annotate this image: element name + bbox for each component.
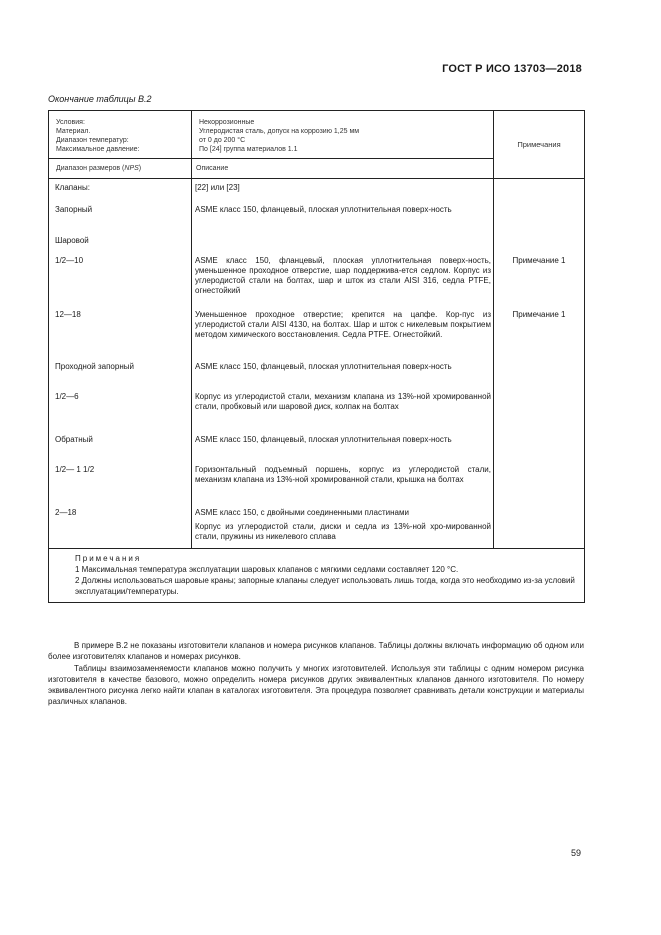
row-note: Примечание 1 [512, 256, 566, 265]
row-name: Обратный [55, 435, 93, 444]
notes-column-header: Примечания [494, 111, 585, 179]
note-item: 1 Максимальная температура эксплуатации шаровых клапанов с мягкими седлами составляет 120 °С. [75, 565, 459, 574]
header-label: Максимальное давление: [56, 146, 140, 153]
row-name: 12—18 [55, 310, 81, 319]
notes-column [494, 179, 585, 549]
size-range-header-text: Диапазон размеров (NPS) [56, 164, 142, 172]
note-item [53, 575, 578, 597]
body-paragraph: В примере В.2 не показаны изготовители клапанов и номера рисунков клапанов. Таблицы должны включать информацию об одном или более изготовителях клапанов и номерах рисунков. [48, 641, 584, 661]
row-description: Корпус из углеродистой стали, диски и седла из 13%-ной хро-мированной стали, пружины из никелевого сплава [195, 522, 491, 541]
conditions-values [192, 111, 494, 159]
row-name: 1/2—10 [55, 256, 84, 265]
row-description: Уменьшенное проходное отверстие; крепится на цапфе. Кор-пус из углеродистой стали AISI 4130, на болтах. Шар и шток с никелевым покрытием методом химического восстановления. Седла PTFE. Огнестойкий. [195, 310, 491, 339]
header-label: Материал. [56, 128, 91, 135]
row-note: Примечание 1 [512, 310, 566, 319]
row-description: Горизонтальный подъемный поршень, корпус из углеродистой стали, механизм клапана из 13%-ной хромированной стали, крышка на болтах [195, 465, 491, 484]
table-notes [49, 549, 585, 603]
names-column [49, 179, 192, 549]
header-value: от 0 до 200 °С [199, 137, 246, 144]
row-name: 2—18 [55, 508, 77, 517]
row-description: ASME класс 150, фланцевый, плоская уплотнительная поверх-ность, уменьшенное проходное отверстие, шар поддержива-ется седлом. Корпус из углеродистой стали на болтах, шар и шток из стали AISI 316, седла PTFE, огнестойкий [195, 256, 491, 295]
header-value: Некоррозионные [199, 119, 255, 126]
note-item-text: 2 Должны использоваться шаровые краны; запорные клапаны следует использовать лишь тогда, когда это необходимо из-за условий эксплуатации/температуры. [75, 576, 575, 596]
conditions-labels [49, 111, 192, 159]
standard-number: ГОСТ Р ИСО 13703—2018 [442, 63, 582, 75]
row-description: ASME класс 150, фланцевый, плоская уплотнительная поверх-ность [195, 362, 452, 371]
row-description: ASME класс 150, фланцевый, плоская уплотнительная поверх-ность [195, 435, 452, 444]
page-number: 59 [570, 848, 581, 858]
header-value: Углеродистая сталь, допуск на коррозию 1,25 мм [199, 128, 360, 135]
notes-title: Примечания [75, 554, 142, 563]
header-label: Диапазон температур: [56, 137, 129, 144]
descriptions-column [192, 179, 494, 549]
table-body-row [49, 179, 585, 549]
row-description: Корпус из углеродистой стали, механизм клапана из 13%-ной хромированной стали, пробковый или шаровой диск, колпак на болтах [195, 392, 491, 411]
row-description: ASME класс 150, фланцевый, плоская уплотнительная поверх-ность [195, 205, 452, 214]
size-range-header [49, 159, 192, 179]
row-name: Шаровой [55, 236, 89, 245]
row-name: Запорный [55, 205, 93, 214]
table-notes-row [49, 549, 585, 603]
table-caption: Окончание таблицы В.2 [48, 94, 152, 104]
description-header: Описание [192, 159, 494, 179]
body-paragraph: Таблицы взаимозаменяемости клапанов можно получить у многих изготовителей. Используя эти таблицы с одним номером рисунка изготовителя в качестве базового, можно определить номера рисунков других эквивалентных клапанов данного изготовителя. По номеру эквивалентного рисунка легко найти клапан в каталогах изготовителя. Эта процедура позволяет сравнивать детали конструкции и материалы различных клапанов. [48, 664, 584, 706]
row-name: Клапаны: [55, 183, 90, 192]
header-label: Условия: [56, 119, 85, 126]
row-description: [22] или [23] [195, 183, 240, 192]
table-header-row [49, 111, 585, 159]
row-name: Проходной запорный [55, 362, 134, 371]
row-name: 1/2— 1 1/2 [55, 465, 95, 474]
valve-table [48, 110, 585, 603]
row-description: ASME класс 150, с двойными соединенными пластинами [195, 508, 409, 517]
header-value: По [24] группа материалов 1.1 [199, 146, 298, 153]
row-name: 1/2—6 [55, 392, 79, 401]
